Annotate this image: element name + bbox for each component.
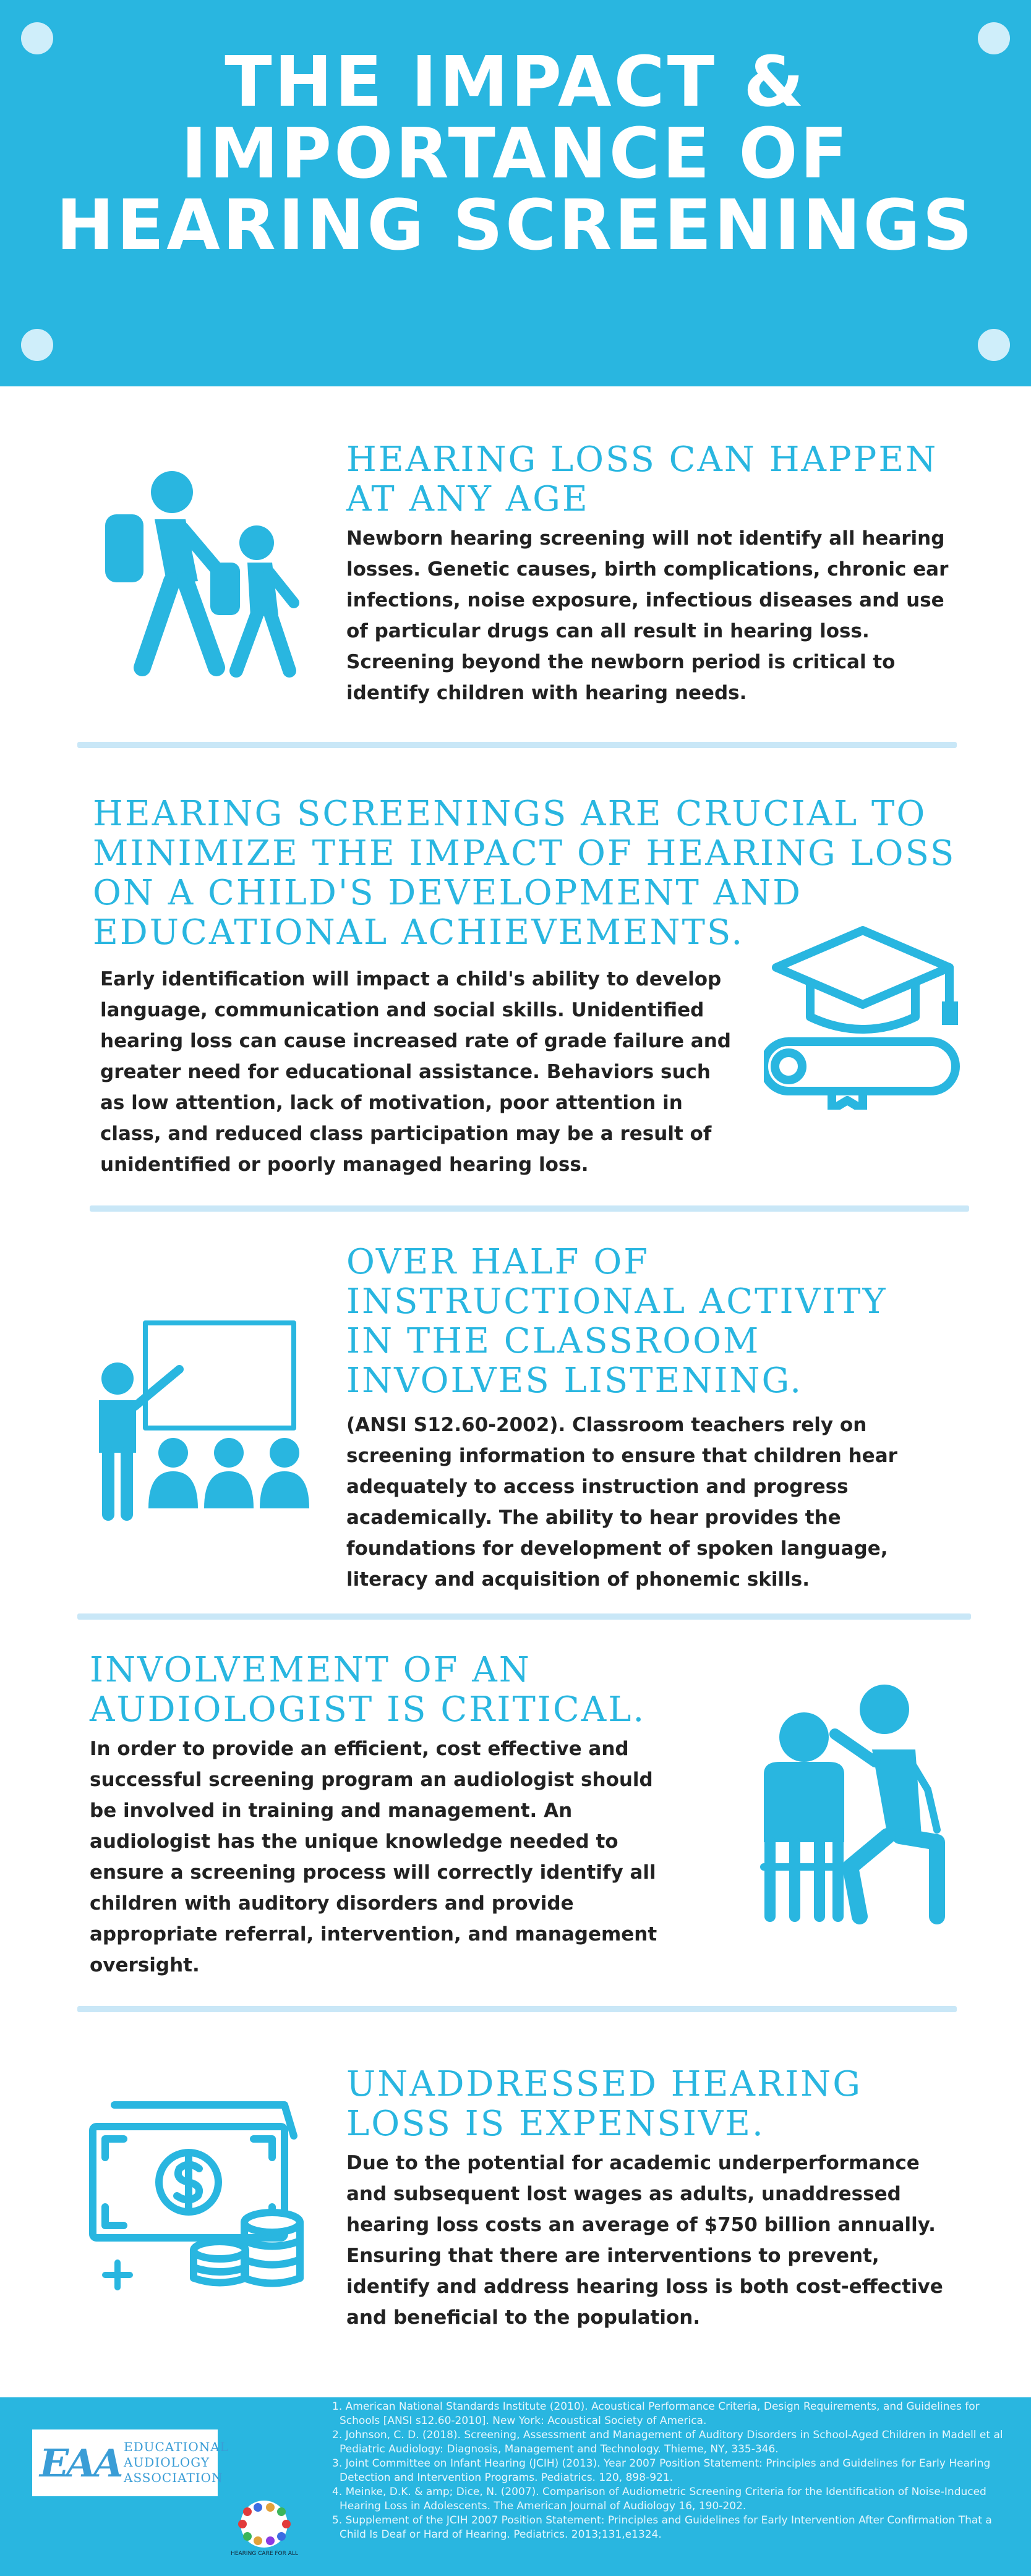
teacher-classroom-icon — [87, 1317, 322, 1521]
decor-dot — [21, 329, 53, 361]
reference-line: 3. Joint Committee on Infant Hearing (JCIH) (2013). Year 2007 Position Statement: Principles and Guidelines for Early Hearing — [332, 2457, 991, 2470]
section-body: Newborn hearing screening will not identify all hearing losses. Genetic causes, birth complications, chronic ear infections, noise exposure, infectious diseases and use of particular drugs can all result in hearing loss. Screening beyond the newborn period is critical to identify children with hearing needs. — [346, 527, 949, 704]
eaa-logo — [32, 2429, 229, 2496]
reference-line: Hearing Loss in Adolescents. The American Journal of Audiology 16, 190-202. — [340, 2500, 747, 2512]
section-body: Early identification will impact a child's ability to develop language, communication and social skills. Unidentified hearing loss can cause increased rate of grade failure and greater need for educational assistance. Behaviors such as low attention, lack of motivation, poor attention in class, and reduced class participation may be a result of unidentified or poorly managed hearing loss. — [100, 968, 731, 1176]
reference-line: 4. Meinke, D.K. & amp; Dice, N. (2007). Comparison of Audiometric Screening Criteria for the Identification of Noise-Induced — [332, 2486, 986, 2498]
section-divider — [77, 2006, 957, 2012]
section-hearing-loss-any-age — [346, 440, 965, 708]
people-circle-icon — [220, 2496, 309, 2552]
hearing-care-for-all-logo — [220, 2496, 309, 2567]
section-divider — [77, 1613, 971, 1620]
section-body: In order to provide an efficient, cost effective and successful screening program an audiologist should be involved in training and management. An audiologist has the unique knowledge needed to ensure a screening process will correctly identify all children with auditory disorders and provide appropriate referral, intervention, and management oversight. — [90, 1738, 657, 1976]
references-list — [332, 2400, 1025, 2542]
money-coins-icon — [80, 2089, 315, 2293]
section-title: HEARING LOSS CAN HAPPEN AT ANY AGE — [346, 440, 938, 519]
footer — [0, 2397, 1031, 2576]
section-body: Due to the potential for academic underperformance and subsequent lost wages as adults, unaddressed hearing loss costs an average of $750 billion annually. Ensuring that there are interventions to prevent, identify and address hearing loss is both cost-effective and beneficial to the population. — [346, 2152, 943, 2329]
audiologist-exam-icon — [751, 1681, 962, 1929]
section-title: INVOLVEMENT OF AN AUDIOLOGIST IS CRITICAL. — [90, 1650, 646, 1730]
section-unaddressed-hearing-loss — [346, 2065, 965, 2333]
section-divider — [77, 742, 957, 748]
section-audiologist-critical — [90, 1651, 708, 1981]
graduation-cap-diploma-icon — [764, 924, 962, 1110]
reference-line: Detection and Intervention Programs. Pediatrics. 120, 898-921. — [340, 2472, 674, 2484]
section-divider — [90, 1205, 969, 1212]
decor-dot — [978, 329, 1010, 361]
eaa-logo-mark: EAA — [40, 2441, 121, 2486]
header-banner — [0, 0, 1031, 386]
section-body: (ANSI S12.60-2002). Classroom teachers rely on screening information to ensure that children hear adequately to access instruction and progress academically. The ability to hear provides the foundations for development of spoken language, literacy and acquisition of phonemic skills. — [346, 1414, 897, 1591]
walking-children-icon — [93, 470, 315, 680]
reference-line: 2. Johnson, C. D. (2018). Screening, Assessment and Management of Auditory Disorders in School-Aged Children in Madell et al — [332, 2429, 1003, 2441]
reference-line: Child Is Deaf or Hard of Hearing. Pediatrics. 2013;131,e1324. — [340, 2528, 662, 2541]
reference-line: Schools [ANSI s12.60-2010]. New York: Acoustical Society of America. — [340, 2415, 707, 2427]
eaa-logo-text: EDUCATIONAL AUDIOLOGY ASSOCIATION — [124, 2439, 229, 2485]
section-title: HEARING SCREENINGS ARE CRUCIAL TO MINIMIZE THE IMPACT OF HEARING LOSS ON A CHILD'S DEVELOPMENT AND EDUCATIONAL ACHIEVEMENTS. — [93, 794, 956, 953]
reference-line: Pediatric Audiology: Diagnosis, Management and Technology. Thieme, NY, 335-346. — [340, 2443, 779, 2455]
page-title: THE IMPACT & IMPORTANCE OF HEARING SCREENINGS — [56, 42, 975, 266]
hearing-care-caption: HEARING CARE FOR ALL — [231, 2551, 298, 2557]
reference-line: 1. American National Standards Institute (2010). Acoustical Performance Criteria, Design Requirements, and Guidelines for — [332, 2400, 980, 2413]
section-title: UNADDRESSED HEARING LOSS IS EXPENSIVE. — [346, 2064, 862, 2144]
section-title: OVER HALF OF INSTRUCTIONAL ACTIVITY IN THE CLASSROOM INVOLVES LISTENING. — [346, 1242, 888, 1401]
section-instructional-activity — [346, 1243, 965, 1595]
reference-line: 5. Supplement of the JCIH 2007 Position Statement: Principles and Guidelines for Early Intervention After Confirmation That a — [332, 2514, 992, 2527]
